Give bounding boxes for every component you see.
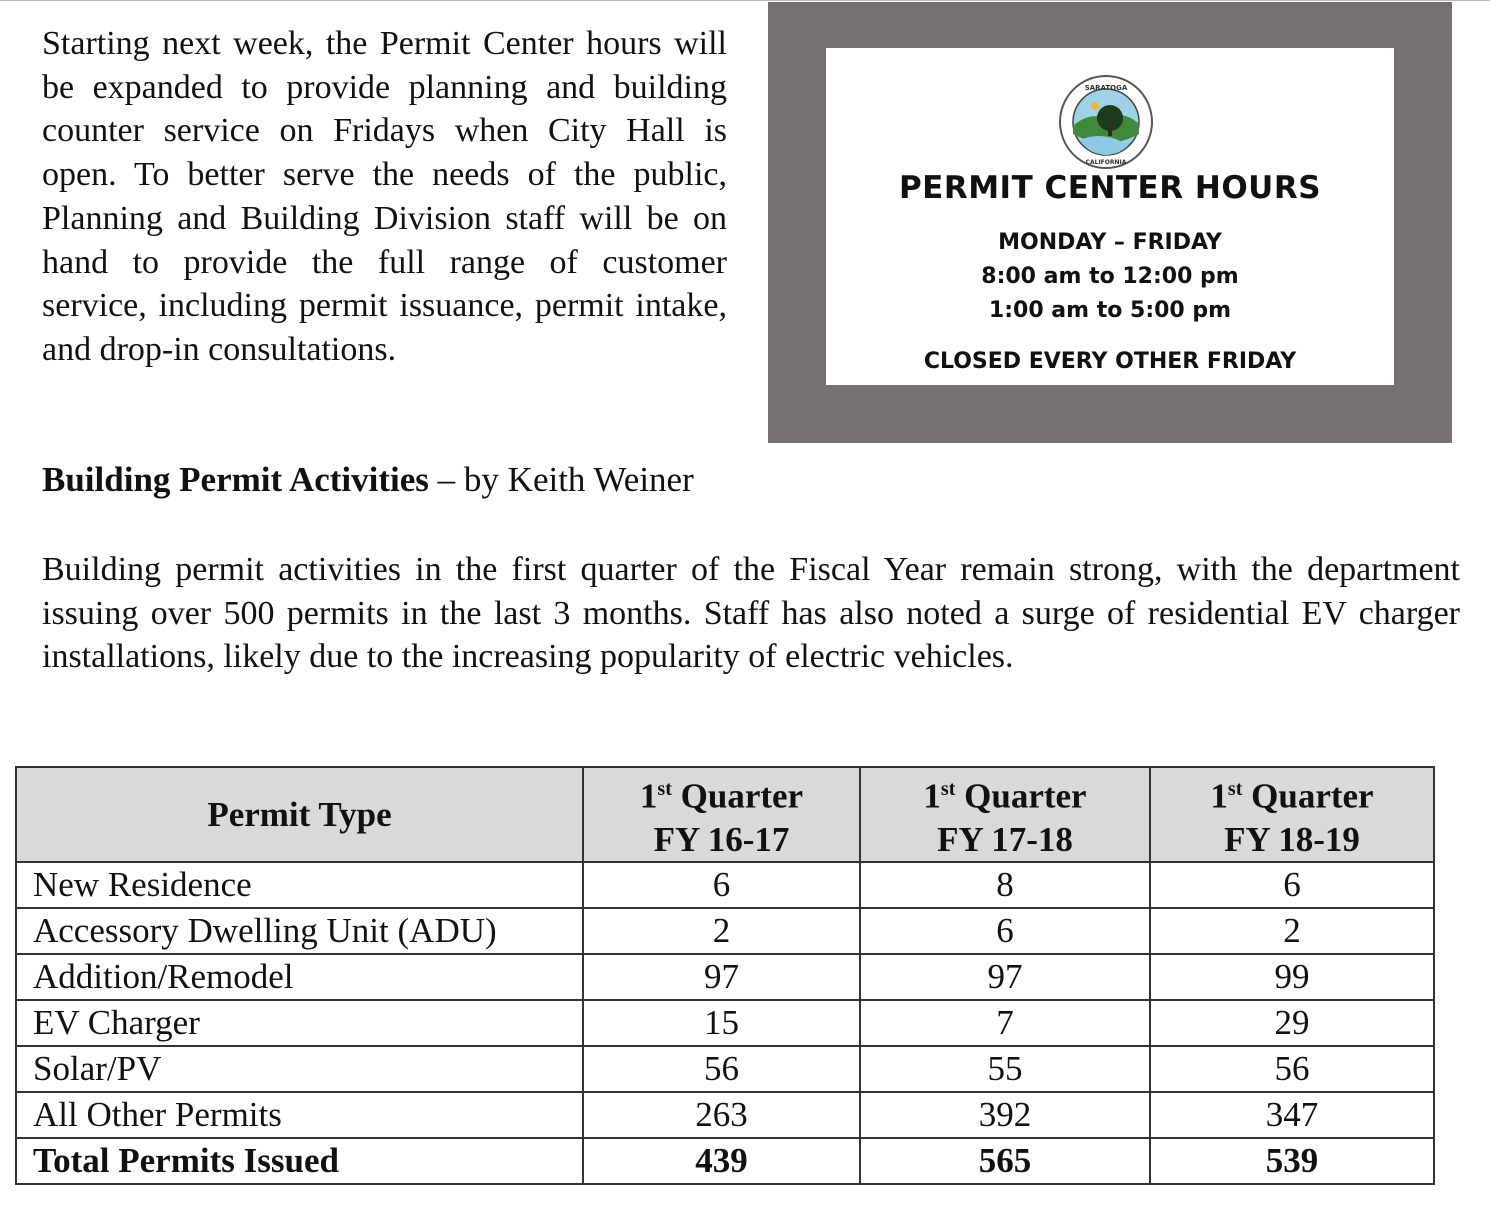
- permit-type-cell: Accessory Dwelling Unit (ADU): [16, 908, 583, 954]
- table-row: [16, 908, 1434, 954]
- fiscal-year-label: FY 16-17: [653, 819, 790, 859]
- section-byline: – by Keith Weiner: [428, 460, 694, 499]
- permit-count-cell: 6: [583, 862, 860, 908]
- permit-count-cell: 56: [583, 1046, 860, 1092]
- quarter-label: Quarter: [955, 776, 1087, 816]
- quarter-label: Quarter: [671, 776, 804, 816]
- permit-count-cell: 56: [1150, 1046, 1434, 1092]
- permit-count-cell: 55: [860, 1046, 1150, 1092]
- quarter-number: 1: [639, 776, 658, 816]
- hours-closed-note: CLOSED EVERY OTHER FRIDAY: [923, 349, 1297, 374]
- permit-count-cell: 263: [583, 1092, 860, 1138]
- fiscal-year-label: FY 18-19: [1224, 819, 1360, 859]
- permit-count-cell: 2: [1150, 908, 1434, 954]
- column-header-permit-type: Permit Type: [16, 767, 583, 862]
- svg-text:SARATOGA: SARATOGA: [1084, 84, 1128, 92]
- permit-type-cell: Addition/Remodel: [16, 954, 583, 1000]
- table-header-row: [16, 767, 1434, 862]
- intro-paragraph: Starting next week, the Permit Center hours will be expanded to provide planning and building counter service on Fridays when City Hall is open. To better serve the needs of the public, Planning and Building Division staff will be on hand to provide the full range of customer service, including permit issuance, permit intake, and drop-in consultations.: [42, 25, 727, 368]
- table-row: [16, 1092, 1434, 1138]
- permit-count-cell: 6: [1150, 862, 1434, 908]
- permit-hours-graphic: [768, 2, 1452, 443]
- permit-count-cell: 15: [583, 1000, 860, 1046]
- permit-count-cell: 392: [860, 1092, 1150, 1138]
- permit-type-cell: All Other Permits: [16, 1092, 583, 1138]
- table-row: [16, 1000, 1434, 1046]
- table-row: [16, 1046, 1434, 1092]
- city-seal-logo-icon: [1058, 74, 1154, 170]
- section-heading: [42, 460, 694, 500]
- permit-count-cell: 439: [583, 1138, 860, 1184]
- permit-count-cell: 7: [860, 1000, 1150, 1046]
- table-row: [16, 954, 1434, 1000]
- hours-days: MONDAY – FRIDAY: [998, 230, 1222, 255]
- permit-count-cell: 539: [1150, 1138, 1434, 1184]
- permit-count-cell: 97: [583, 954, 860, 1000]
- section-title: Building Permit Activities: [42, 460, 429, 499]
- page-top-rule: [0, 0, 1490, 1]
- hours-morning: 8:00 am to 12:00 pm: [981, 264, 1239, 289]
- permit-count-cell: 347: [1150, 1092, 1434, 1138]
- permit-hours-card: [826, 48, 1394, 385]
- quarter-suffix: st: [1227, 778, 1243, 800]
- section-paragraph: Building permit activities in the first quarter of the Fiscal Year remain strong, with the department issuing over 500 permits in the last 3 months. Staff has also noted a surge of residential EV charger installations, likely due to the increasing popularity of electric vehicles.: [42, 551, 1460, 676]
- permit-count-cell: 97: [860, 954, 1150, 1000]
- table-total-row: [16, 1138, 1434, 1184]
- column-header-fy-17-18: [860, 767, 1150, 862]
- table-row: [16, 862, 1434, 908]
- quarter-suffix: st: [657, 778, 672, 800]
- quarter-number: 1: [923, 776, 941, 816]
- permit-type-cell: Total Permits Issued: [16, 1138, 583, 1184]
- permit-count-cell: 29: [1150, 1000, 1434, 1046]
- permit-count-cell: 565: [860, 1138, 1150, 1184]
- svg-text:CALIFORNIA: CALIFORNIA: [1085, 159, 1127, 166]
- permit-type-cell: Solar/PV: [16, 1046, 583, 1092]
- permit-count-cell: 99: [1150, 954, 1434, 1000]
- quarter-number: 1: [1210, 776, 1228, 816]
- permit-count-cell: 6: [860, 908, 1150, 954]
- permit-count-cell: 2: [583, 908, 860, 954]
- hours-title: PERMIT CENTER HOURS: [898, 170, 1322, 206]
- quarter-suffix: st: [940, 778, 956, 800]
- permit-type-cell: EV Charger: [16, 1000, 583, 1046]
- hours-afternoon: 1:00 am to 5:00 pm: [988, 298, 1232, 323]
- column-header-fy-16-17: [583, 767, 860, 862]
- fiscal-year-label: FY 17-18: [937, 819, 1073, 859]
- column-header-fy-18-19: [1150, 767, 1434, 862]
- permit-type-cell: New Residence: [16, 862, 583, 908]
- permit-activity-table: [15, 766, 1435, 1185]
- permit-count-cell: 8: [860, 862, 1150, 908]
- quarter-label: Quarter: [1242, 776, 1374, 816]
